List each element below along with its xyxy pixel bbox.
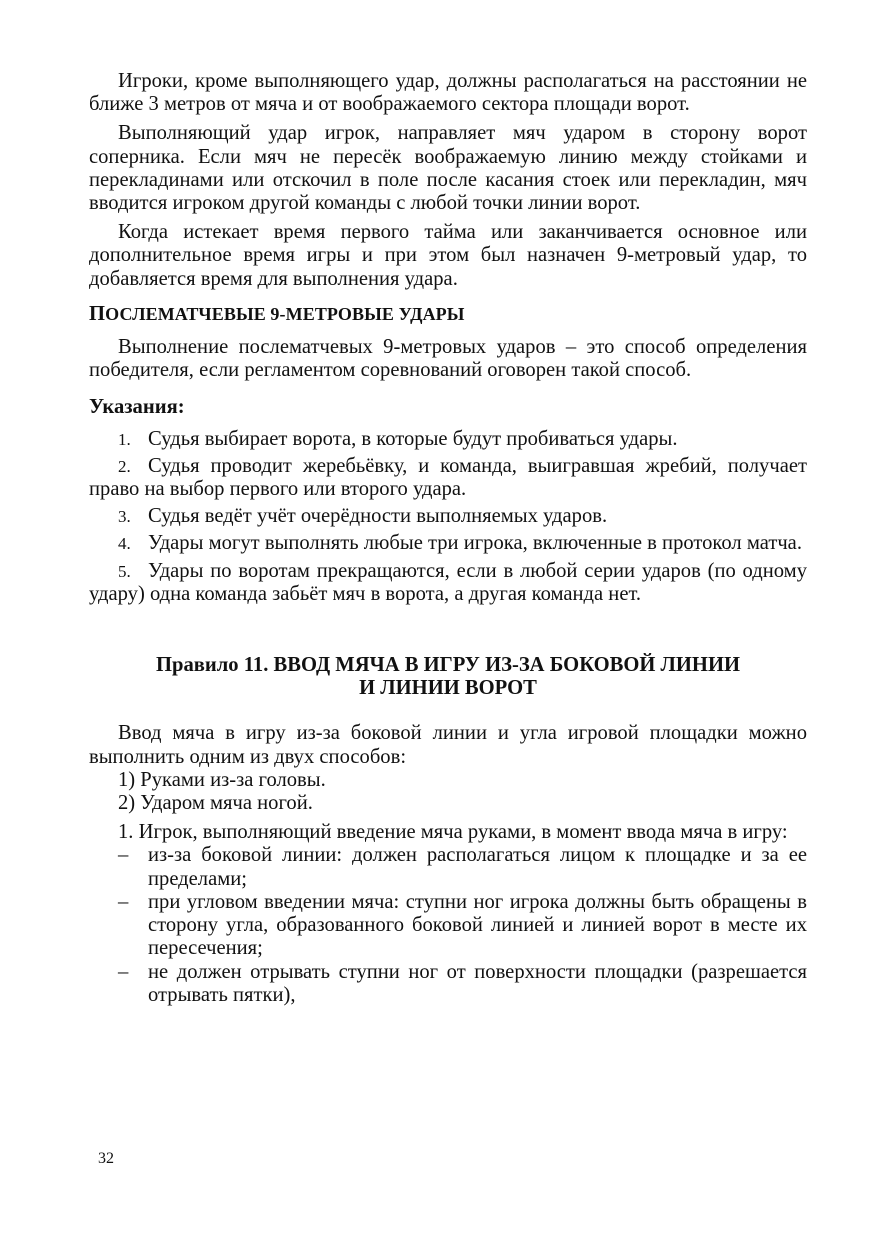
dash-bullet: – bbox=[118, 844, 129, 867]
list-item-text: из-за боковой линии: должен располагаться лицом к площадке и за ее пределами; bbox=[148, 844, 807, 890]
list-item bbox=[89, 455, 807, 501]
method-item: 2) Ударом мяча ногой. bbox=[118, 792, 313, 815]
dash-bullet: – bbox=[118, 960, 129, 983]
list-item bbox=[89, 560, 807, 606]
document-page bbox=[89, 70, 807, 1007]
section-intro: Выполнение послематчевых 9-метровых ударов – это способ определения победителя, если регламентом соревнований оговорен такой способ. bbox=[89, 336, 807, 382]
paragraph: 1. Игрок, выполняющий введение мяча руками, в момент ввода мяча в игру: bbox=[118, 821, 788, 844]
list-item bbox=[89, 891, 807, 961]
list-item-text: Удары по воротам прекращаются, если в любой серии ударов (по одному удару) одна команда забьёт мяч в ворота, а другая команда нет. bbox=[89, 559, 807, 605]
paragraph: Игроки, кроме выполняющего удар, должны располагаться на расстоянии не ближе 3 метров от мяча и от воображаемого сектора площади ворот. bbox=[89, 70, 807, 116]
rule-title-line: Правило 11. ВВОД МЯЧА В ИГРУ ИЗ-ЗА БОКОВОЙ ЛИНИИ bbox=[156, 654, 740, 677]
list-item-text: Судья ведёт учёт очерёдности выполняемых ударов. bbox=[148, 505, 608, 528]
list-item bbox=[89, 428, 807, 451]
dash-list bbox=[89, 844, 807, 1006]
list-item bbox=[89, 844, 807, 890]
paragraph: Когда истекает время первого тайма или заканчивается основное или дополнительное время игры и при этом был назначен 9-метровый удар, то добавляется время для выполнения удара. bbox=[89, 221, 807, 290]
paragraph: Выполняющий удар игрок, направляет мяч ударом в сторону ворот соперника. Если мяч не пересёк воображаемую линию между стойками и перекладинами или отскочил в поле после касания стоек или перекладин, мяч вводится игроком другой команды с любой точки линии ворот. bbox=[89, 122, 807, 215]
page-number: 32 bbox=[98, 1150, 114, 1167]
rule-intro: Ввод мяча в игру из-за боковой линии и угла игровой площадки можно выполнить одним из двух способов: bbox=[89, 722, 807, 768]
list-item-number: 2. bbox=[118, 456, 131, 476]
dash-bullet: – bbox=[118, 890, 129, 913]
list-item-number: 4. bbox=[118, 534, 131, 554]
rule-title bbox=[89, 654, 807, 700]
list-item-text: Удары могут выполнять любые три игрока, включенные в протокол матча. bbox=[148, 532, 802, 555]
list-item bbox=[89, 505, 807, 528]
section-heading-rest: ОСЛЕМАТЧЕВЫЕ 9-МЕТРОВЫЕ УДАРЫ bbox=[105, 303, 465, 324]
list-item-number: 3. bbox=[118, 507, 131, 527]
list-item-number: 1. bbox=[118, 429, 131, 449]
instructions-label: Указания: bbox=[89, 396, 185, 419]
list-item-text: не должен отрывать ступни ног от поверхности площадки (разрешается отрывать пятки), bbox=[148, 960, 807, 1006]
list-item-text: Судья проводит жеребьёвку, и команда, выигравшая жребий, получает право на выбор первого или второго удара. bbox=[89, 454, 807, 501]
section-heading-initial: П bbox=[89, 302, 106, 325]
section-heading bbox=[89, 303, 807, 326]
list-item bbox=[89, 532, 807, 555]
list-item-number: 5. bbox=[118, 561, 131, 581]
method-item: 1) Руками из-за головы. bbox=[118, 768, 326, 791]
list-item-text: Судья выбирает ворота, в которые будут пробиваться удары. bbox=[148, 427, 678, 450]
rule-title-line: И ЛИНИИ ВОРОТ bbox=[359, 677, 537, 700]
list-item-text: при угловом введении мяча: ступни ног игрока должны быть обращены в сторону угла, образованного боковой линией и линией ворот в месте их пересечения; bbox=[148, 890, 807, 960]
list-item bbox=[89, 961, 807, 1007]
instructions-list bbox=[89, 428, 807, 606]
